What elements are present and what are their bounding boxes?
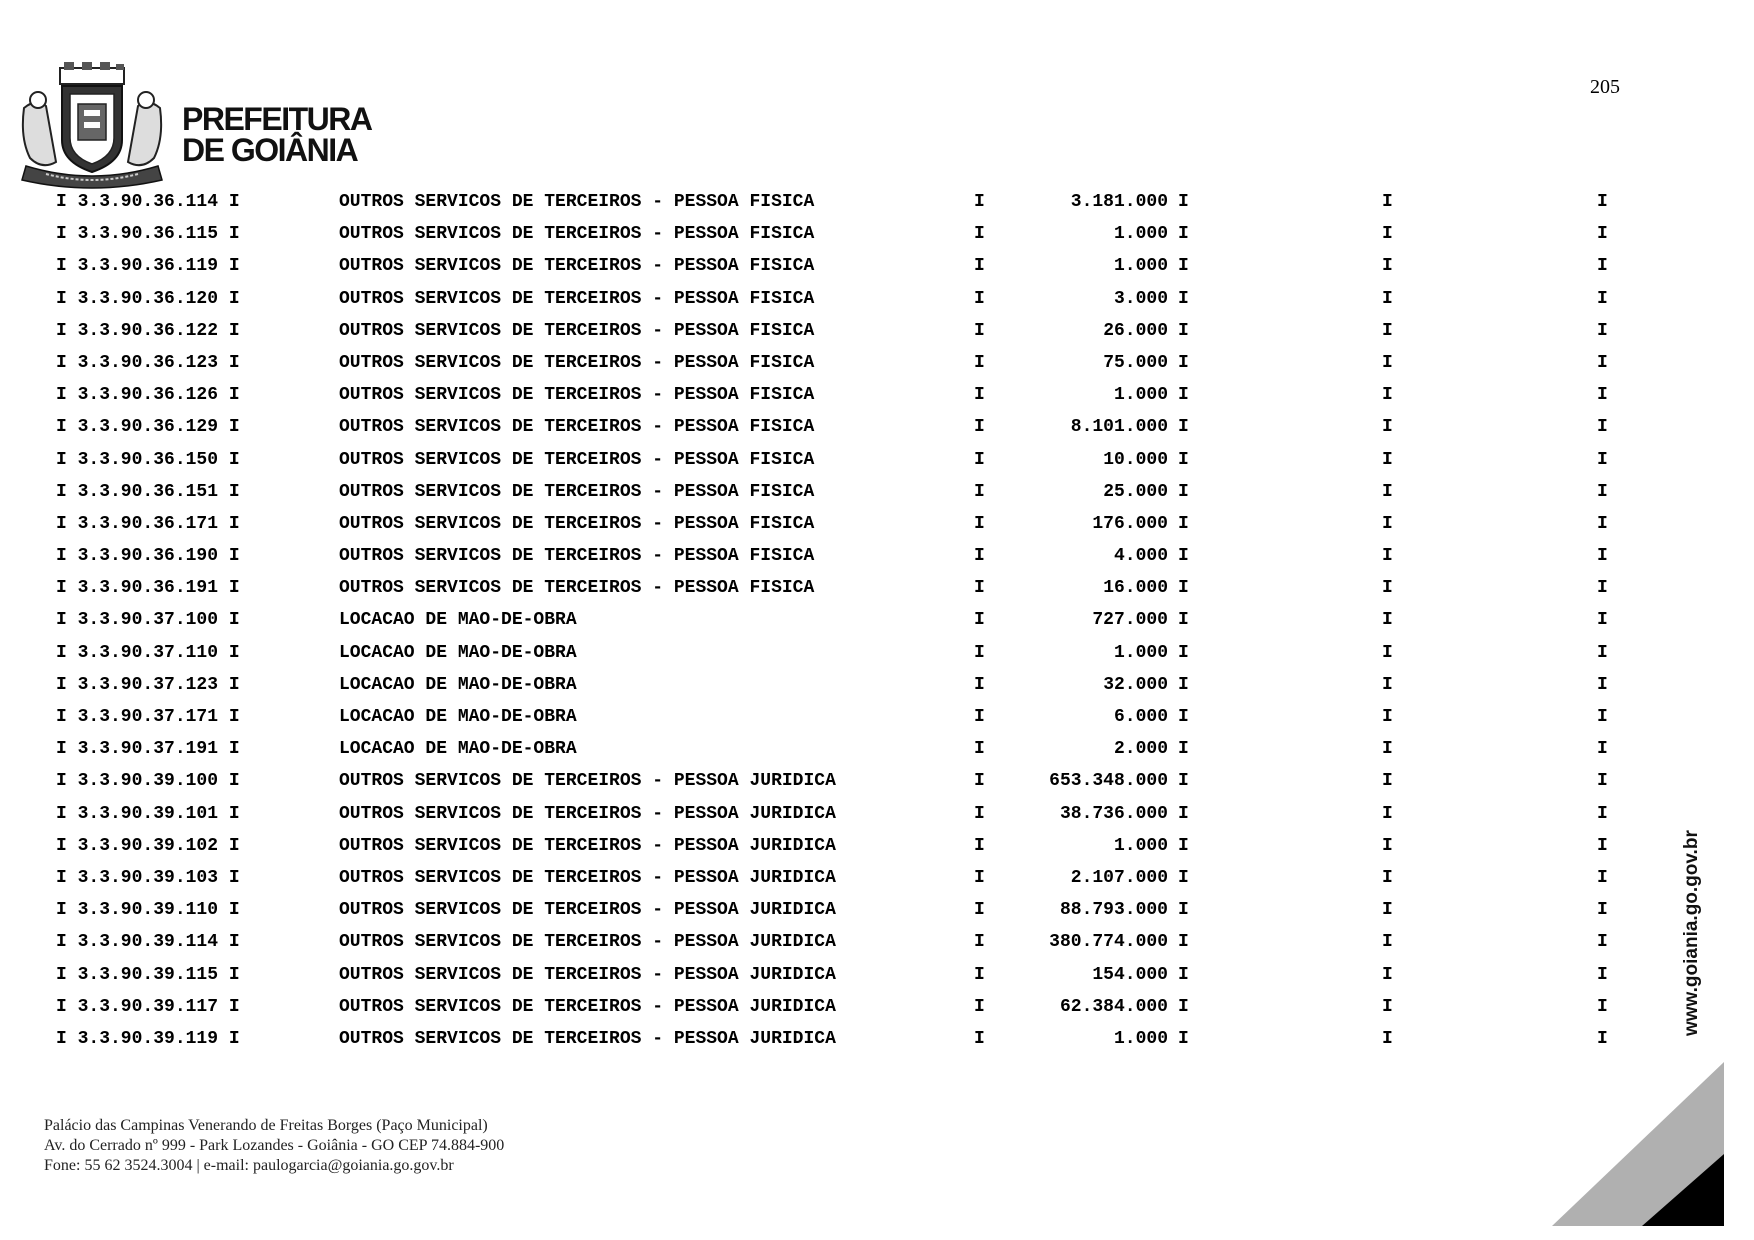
column-separator: I — [1597, 513, 1608, 534]
column-separator: I — [1382, 996, 1393, 1017]
table-row — [0, 411, 1754, 443]
column-separator: I — [1178, 771, 1189, 792]
column-separator: I — [1178, 900, 1189, 921]
amount-value: 1.000 — [1113, 224, 1168, 245]
column-separator: I — [1597, 803, 1608, 824]
column-separator: I — [1178, 610, 1189, 631]
amount-value: 1.000 — [1113, 642, 1168, 663]
column-separator: I — [1382, 739, 1393, 760]
column-separator: I — [1597, 256, 1608, 277]
account-code: I 3.3.90.39.110 I — [56, 900, 240, 921]
column-separator: I — [974, 320, 985, 341]
account-description: LOCACAO DE MAO-DE-OBRA — [339, 674, 577, 695]
column-separator: I — [1597, 996, 1608, 1017]
amount-value: 2.107.000 — [1070, 867, 1168, 888]
account-description: LOCACAO DE MAO-DE-OBRA — [339, 739, 577, 760]
account-code: I 3.3.90.39.103 I — [56, 867, 240, 888]
column-separator: I — [1178, 352, 1189, 373]
column-separator: I — [1597, 192, 1608, 212]
table-row — [0, 347, 1754, 379]
amount-value: 3.000 — [1113, 288, 1168, 309]
column-separator: I — [1178, 803, 1189, 824]
column-separator: I — [974, 771, 985, 792]
column-separator: I — [1382, 546, 1393, 567]
amount-value: 4.000 — [1113, 546, 1168, 567]
amount-value: 3.181.000 — [1070, 192, 1168, 212]
account-code: I 3.3.90.39.102 I — [56, 835, 240, 856]
column-separator: I — [1178, 642, 1189, 663]
account-description: OUTROS SERVICOS DE TERCEIROS - PESSOA JURIDICA — [339, 835, 836, 856]
table-row — [0, 572, 1754, 604]
column-separator: I — [1597, 900, 1608, 921]
account-description: OUTROS SERVICOS DE TERCEIROS - PESSOA JURIDICA — [339, 803, 836, 824]
column-separator: I — [974, 803, 985, 824]
account-description: LOCACAO DE MAO-DE-OBRA — [339, 642, 577, 663]
ledger-table — [0, 186, 1754, 1055]
account-code: I 3.3.90.36.126 I — [56, 385, 240, 406]
column-separator: I — [1178, 449, 1189, 470]
column-separator: I — [1382, 771, 1393, 792]
table-row — [0, 959, 1754, 991]
account-description: OUTROS SERVICOS DE TERCEIROS - PESSOA JURIDICA — [339, 996, 836, 1017]
column-separator: I — [1178, 513, 1189, 534]
column-separator: I — [1382, 513, 1393, 534]
table-row — [0, 894, 1754, 926]
table-row — [0, 444, 1754, 476]
account-code: I 3.3.90.36.123 I — [56, 352, 240, 373]
amount-value: 2.000 — [1113, 739, 1168, 760]
column-separator: I — [974, 481, 985, 502]
account-code: I 3.3.90.36.191 I — [56, 578, 240, 599]
column-separator: I — [1597, 224, 1608, 245]
amount-value: 1.000 — [1113, 385, 1168, 406]
table-row — [0, 798, 1754, 830]
account-description: OUTROS SERVICOS DE TERCEIROS - PESSOA JURIDICA — [339, 964, 836, 985]
column-separator: I — [1382, 803, 1393, 824]
column-separator: I — [1382, 964, 1393, 985]
column-separator: I — [1382, 449, 1393, 470]
table-row — [0, 379, 1754, 411]
column-separator: I — [1597, 642, 1608, 663]
column-separator: I — [1597, 771, 1608, 792]
account-description: OUTROS SERVICOS DE TERCEIROS - PESSOA FISICA — [339, 192, 815, 212]
account-code: I 3.3.90.36.122 I — [56, 320, 240, 341]
column-separator: I — [1382, 900, 1393, 921]
amount-value: 653.348.000 — [1049, 771, 1168, 792]
table-row — [0, 604, 1754, 636]
amount-value: 6.000 — [1113, 707, 1168, 727]
column-separator: I — [974, 900, 985, 921]
column-separator: I — [1597, 385, 1608, 406]
account-code: I 3.3.90.36.115 I — [56, 224, 240, 245]
website-url: www.goiania.go.gov.br — [1681, 830, 1702, 1036]
column-separator: I — [1382, 707, 1393, 727]
column-separator: I — [974, 867, 985, 888]
amount-value: 26.000 — [1103, 320, 1168, 341]
column-separator: I — [1382, 674, 1393, 695]
account-code: I 3.3.90.36.171 I — [56, 513, 240, 534]
account-description: OUTROS SERVICOS DE TERCEIROS - PESSOA JURIDICA — [339, 932, 836, 953]
column-separator: I — [1597, 610, 1608, 631]
table-row — [0, 476, 1754, 508]
amount-value: 1.000 — [1113, 256, 1168, 277]
column-separator: I — [1382, 352, 1393, 373]
account-description: OUTROS SERVICOS DE TERCEIROS - PESSOA FISICA — [339, 513, 815, 534]
column-separator: I — [974, 288, 985, 309]
column-separator: I — [974, 835, 985, 856]
column-separator: I — [1597, 417, 1608, 438]
column-separator: I — [1597, 578, 1608, 599]
column-separator: I — [974, 513, 985, 534]
column-separator: I — [1597, 707, 1608, 727]
column-separator: I — [1597, 964, 1608, 985]
account-description: OUTROS SERVICOS DE TERCEIROS - PESSOA FISICA — [339, 481, 815, 502]
account-description: OUTROS SERVICOS DE TERCEIROS - PESSOA FISICA — [339, 256, 815, 277]
column-separator: I — [1178, 996, 1189, 1017]
page-number: 205 — [1590, 76, 1620, 98]
amount-value: 154.000 — [1092, 964, 1168, 985]
column-separator: I — [1382, 642, 1393, 663]
table-row — [0, 830, 1754, 862]
column-separator: I — [974, 578, 985, 599]
table-row — [0, 540, 1754, 572]
column-separator: I — [974, 385, 985, 406]
account-code: I 3.3.90.39.117 I — [56, 996, 240, 1017]
column-separator: I — [1382, 835, 1393, 856]
account-description: OUTROS SERVICOS DE TERCEIROS - PESSOA FISICA — [339, 546, 815, 567]
table-row — [0, 733, 1754, 765]
account-code: I 3.3.90.39.114 I — [56, 932, 240, 953]
account-description: OUTROS SERVICOS DE TERCEIROS - PESSOA FISICA — [339, 417, 815, 438]
account-code: I 3.3.90.39.100 I — [56, 771, 240, 792]
account-description: OUTROS SERVICOS DE TERCEIROS - PESSOA FISICA — [339, 449, 815, 470]
column-separator: I — [974, 964, 985, 985]
amount-value: 75.000 — [1103, 352, 1168, 373]
column-separator: I — [1178, 964, 1189, 985]
account-code: I 3.3.90.37.123 I — [56, 674, 240, 695]
column-separator: I — [1178, 385, 1189, 406]
table-row — [0, 250, 1754, 282]
amount-value: 38.736.000 — [1059, 803, 1168, 824]
account-description: OUTROS SERVICOS DE TERCEIROS - PESSOA JURIDICA — [339, 900, 836, 921]
account-description: OUTROS SERVICOS DE TERCEIROS - PESSOA JURIDICA — [339, 1028, 836, 1049]
column-separator: I — [974, 610, 985, 631]
account-code: I 3.3.90.39.101 I — [56, 803, 240, 824]
account-code: I 3.3.90.37.171 I — [56, 707, 240, 727]
column-separator: I — [974, 1028, 985, 1049]
footer-line-1: Palácio das Campinas Venerando de Freitas Borges (Paço Municipal) — [44, 1117, 488, 1134]
corner-triangle-decoration — [1552, 1062, 1724, 1226]
account-description: OUTROS SERVICOS DE TERCEIROS - PESSOA FISICA — [339, 224, 815, 245]
account-description: OUTROS SERVICOS DE TERCEIROS - PESSOA FISICA — [339, 320, 815, 341]
footer-line-3: Fone: 55 62 3524.3004 | e-mail: paulogarcia@goiania.go.gov.br — [44, 1157, 454, 1174]
column-separator: I — [974, 642, 985, 663]
table-row — [0, 701, 1754, 733]
account-code: I 3.3.90.36.119 I — [56, 256, 240, 277]
table-row — [0, 637, 1754, 669]
column-separator: I — [1178, 256, 1189, 277]
table-row — [0, 283, 1754, 315]
column-separator: I — [1382, 867, 1393, 888]
amount-value: 62.384.000 — [1059, 996, 1168, 1017]
column-separator: I — [1597, 320, 1608, 341]
column-separator: I — [974, 192, 985, 212]
table-row — [0, 991, 1754, 1023]
column-separator: I — [1178, 867, 1189, 888]
column-separator: I — [1382, 610, 1393, 631]
account-code: I 3.3.90.36.120 I — [56, 288, 240, 309]
account-code: I 3.3.90.37.191 I — [56, 739, 240, 760]
account-description: OUTROS SERVICOS DE TERCEIROS - PESSOA JURIDICA — [339, 867, 836, 888]
column-separator: I — [1178, 288, 1189, 309]
column-separator: I — [1382, 224, 1393, 245]
column-separator: I — [1597, 546, 1608, 567]
column-separator: I — [1597, 352, 1608, 373]
column-separator: I — [1178, 546, 1189, 567]
brand-line-2: DE GOIÂNIA — [182, 132, 358, 168]
column-separator: I — [1382, 256, 1393, 277]
column-separator: I — [1597, 835, 1608, 856]
column-separator: I — [974, 449, 985, 470]
municipal-crest-icon — [16, 62, 168, 190]
column-separator: I — [1382, 578, 1393, 599]
table-row — [0, 862, 1754, 894]
column-separator: I — [974, 739, 985, 760]
column-separator: I — [1597, 1028, 1608, 1049]
table-row — [0, 186, 1754, 218]
column-separator: I — [1382, 192, 1393, 212]
amount-value: 1.000 — [1113, 835, 1168, 856]
account-code: I 3.3.90.37.110 I — [56, 642, 240, 663]
table-row — [0, 1023, 1754, 1055]
amount-value: 727.000 — [1092, 610, 1168, 631]
amount-value: 176.000 — [1092, 513, 1168, 534]
table-row — [0, 765, 1754, 797]
table-row — [0, 926, 1754, 958]
column-separator: I — [1382, 417, 1393, 438]
table-row — [0, 508, 1754, 540]
brand-line-1: PREFEITURA — [182, 101, 372, 137]
account-description: LOCACAO DE MAO-DE-OBRA — [339, 707, 577, 727]
column-separator: I — [1382, 320, 1393, 341]
account-description: OUTROS SERVICOS DE TERCEIROS - PESSOA FISICA — [339, 385, 815, 406]
column-separator: I — [1178, 320, 1189, 341]
account-code: I 3.3.90.36.129 I — [56, 417, 240, 438]
table-row — [0, 218, 1754, 250]
column-separator: I — [1178, 674, 1189, 695]
column-separator: I — [974, 932, 985, 953]
account-code: I 3.3.90.36.151 I — [56, 481, 240, 502]
column-separator: I — [1597, 449, 1608, 470]
column-separator: I — [1178, 835, 1189, 856]
account-description: LOCACAO DE MAO-DE-OBRA — [339, 610, 577, 631]
footer-address — [44, 1116, 504, 1176]
table-row — [0, 315, 1754, 347]
column-separator: I — [974, 546, 985, 567]
account-description: OUTROS SERVICOS DE TERCEIROS - PESSOA FISICA — [339, 352, 815, 373]
column-separator: I — [1382, 932, 1393, 953]
column-separator: I — [1597, 288, 1608, 309]
column-separator: I — [1178, 578, 1189, 599]
account-code: I 3.3.90.36.150 I — [56, 449, 240, 470]
column-separator: I — [1382, 385, 1393, 406]
account-description: OUTROS SERVICOS DE TERCEIROS - PESSOA FISICA — [339, 578, 815, 599]
column-separator: I — [1178, 932, 1189, 953]
amount-value: 16.000 — [1103, 578, 1168, 599]
table-row — [0, 669, 1754, 701]
column-separator: I — [1178, 192, 1189, 212]
column-separator: I — [1382, 481, 1393, 502]
column-separator: I — [1382, 1028, 1393, 1049]
column-separator: I — [974, 674, 985, 695]
column-separator: I — [1178, 707, 1189, 727]
account-description: OUTROS SERVICOS DE TERCEIROS - PESSOA FISICA — [339, 288, 815, 309]
account-code: I 3.3.90.37.100 I — [56, 610, 240, 631]
column-separator: I — [1382, 288, 1393, 309]
footer-line-2: Av. do Cerrado nº 999 - Park Lozandes - Goiânia - GO CEP 74.884-900 — [44, 1137, 505, 1154]
column-separator: I — [1597, 481, 1608, 502]
column-separator: I — [1178, 739, 1189, 760]
column-separator: I — [974, 996, 985, 1017]
column-separator: I — [1178, 417, 1189, 438]
account-description: OUTROS SERVICOS DE TERCEIROS - PESSOA JURIDICA — [339, 771, 836, 792]
column-separator: I — [1178, 1028, 1189, 1049]
account-code: I 3.3.90.39.115 I — [56, 964, 240, 985]
column-separator: I — [1597, 674, 1608, 695]
account-code: I 3.3.90.36.190 I — [56, 546, 240, 567]
account-code: I 3.3.90.39.119 I — [56, 1028, 240, 1049]
column-separator: I — [1178, 481, 1189, 502]
brand-name — [182, 101, 372, 168]
column-separator: I — [1597, 932, 1608, 953]
column-separator: I — [1597, 739, 1608, 760]
column-separator: I — [974, 224, 985, 245]
column-separator: I — [974, 707, 985, 727]
account-code: I 3.3.90.36.114 I — [56, 192, 240, 212]
amount-value: 25.000 — [1103, 481, 1168, 502]
amount-value: 88.793.000 — [1059, 900, 1168, 921]
amount-value: 1.000 — [1113, 1028, 1168, 1049]
column-separator: I — [974, 417, 985, 438]
column-separator: I — [974, 352, 985, 373]
column-separator: I — [974, 256, 985, 277]
amount-value: 8.101.000 — [1070, 417, 1168, 438]
amount-value: 32.000 — [1103, 674, 1168, 695]
amount-value: 10.000 — [1103, 449, 1168, 470]
column-separator: I — [1178, 224, 1189, 245]
amount-value: 380.774.000 — [1049, 932, 1168, 953]
column-separator: I — [1597, 867, 1608, 888]
